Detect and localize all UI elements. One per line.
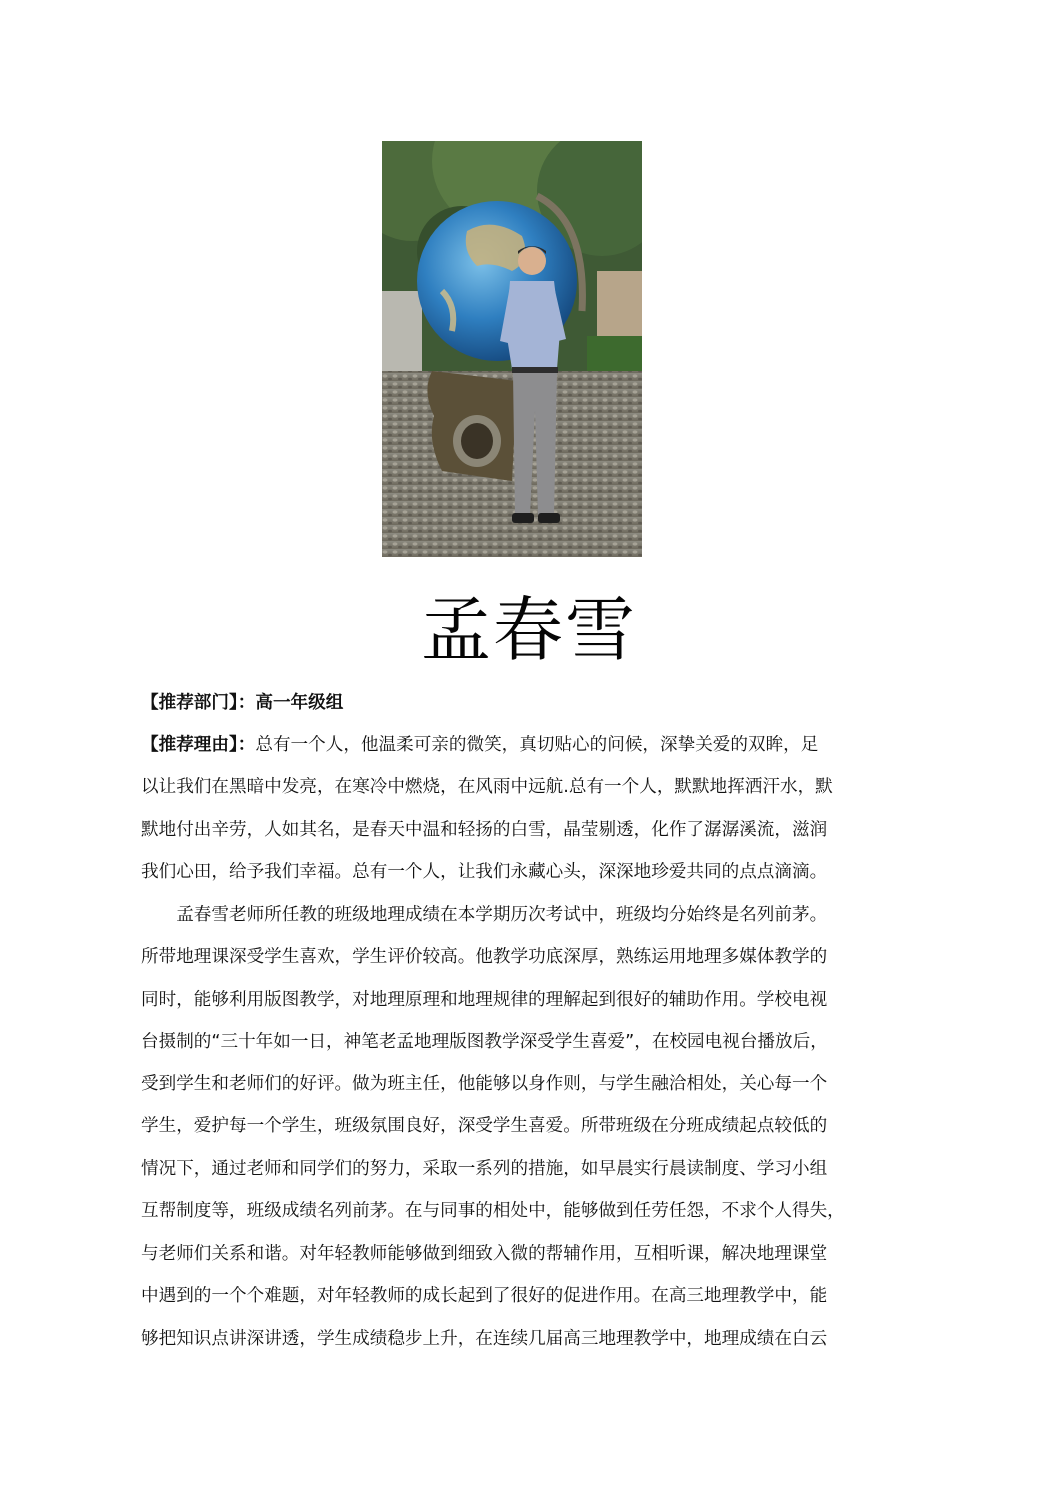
teacher-photo [382, 141, 642, 557]
department-value: 高一年级组 [255, 693, 344, 713]
reason-label: 【推荐理由】： [141, 735, 256, 755]
paragraph-line-5: 受到学生和老师们的好评。做为班主任，他能够以身作则，与学生融洽相处，关心每一个 [141, 1074, 828, 1094]
department-line [141, 691, 921, 715]
teacher-name: 孟春雪 [421, 589, 637, 671]
paragraph-line-1: 孟春雪老师所任教的班级地理成绩在本学期历次考试中，班级均分始终是名列前茅。 [141, 905, 828, 925]
paragraph-line-10: 中遇到的一个个难题，对年轻教师的成长起到了很好的促进作用。在高三地理教学中，能 [141, 1286, 828, 1306]
department-label: 【推荐部门】： [141, 693, 256, 713]
paragraph-line-6: 学生，爱护每一个学生，班级氛围良好，深受学生喜爱。所带班级在分班成绩起点较低的 [141, 1116, 828, 1136]
reason-line-2: 以让我们在黑暗中发亮，在寒冷中燃烧，在风雨中远航.总有一个人，默默地挥洒汗水，默 [141, 777, 833, 797]
reason-line-4: 我们心田，给予我们幸福。总有一个人，让我们永藏心头，深深地珍爱共同的点点滴滴。 [141, 862, 828, 882]
paragraph-line-11: 够把知识点讲深讲透，学生成绩稳步上升，在连续几届高三地理教学中，地理成绩在白云 [141, 1329, 828, 1349]
paragraph-line-2: 所带地理课深受学生喜欢，学生评价较高。他教学功底深厚，熟练运用地理多媒体教学的 [141, 947, 828, 967]
reason-line-3: 默地付出辛劳，人如其名，是春天中温和轻扬的白雪，晶莹剔透，化作了潺潺溪流，滋润 [141, 820, 828, 840]
paragraph-line-7: 情况下，通过老师和同学们的努力，采取一系列的措施，如早晨实行晨读制度、学习小组 [141, 1159, 828, 1179]
reason-text-1: 总有一个人，他温柔可亲的微笑，真切贴心的问候，深挚关爱的双眸，足 [255, 735, 819, 755]
reason-line-1 [141, 733, 921, 757]
paragraph-line-8: 互帮制度等，班级成绩名列前茅。在与同事的相处中，能够做到任劳任怨，不求个人得失， [141, 1201, 845, 1221]
paragraph-line-9: 与老师们关系和谐。对年轻教师能够做到细致入微的帮辅作用，互相听课，解决地理课堂 [141, 1244, 828, 1264]
paragraph-line-4: 台摄制的“三十年如一日，神笔老孟地理版图教学深受学生喜爱”，在校园电视台播放后， [141, 1032, 828, 1052]
paragraph-line-3: 同时，能够利用版图教学，对地理原理和地理规律的理解起到很好的辅助作用。学校电视 [141, 990, 828, 1010]
